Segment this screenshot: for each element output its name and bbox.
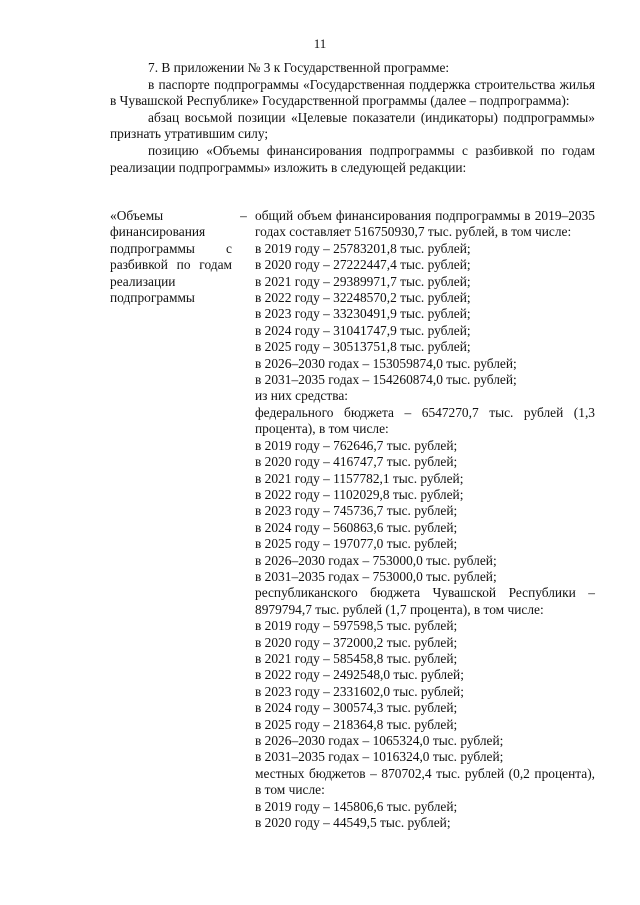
financing-line: в 2031–2035 годах – 753000,0 тыс. рублей; <box>255 568 497 584</box>
financing-line: в 2025 году – 218364,8 тыс. рублей; <box>255 716 458 732</box>
financing-line: в 2022 году – 1102029,8 тыс. рублей; <box>255 486 464 502</box>
financing-line: в 2024 году – 31041747,9 тыс. рублей; <box>255 322 471 338</box>
financing-line: в 2024 году – 300574,3 тыс. рублей; <box>255 700 458 716</box>
financing-line: в 2026–2030 годах – 1065324,0 тыс. рублей; <box>255 733 504 748</box>
financing-table <box>110 208 595 831</box>
financing-line: в 2022 году – 2492548,0 тыс. рублей; <box>255 667 464 683</box>
financing-line: в 2020 году – 27222447,4 тыс. рублей; <box>255 257 471 273</box>
intro-paragraph: в паспорте подпрограммы «Государственная поддержка строительства жилья в Чувашской Республике» Государственной программы (далее – подпрограмма): <box>110 76 595 109</box>
table-dash: – <box>240 208 247 223</box>
financing-line: в 2024 году – 560863,6 тыс. рублей; <box>255 519 458 535</box>
financing-line: в 2019 году – 762646,7 тыс. рублей; <box>255 437 458 453</box>
financing-line: в 2023 году – 33230491,9 тыс. рублей; <box>255 306 471 322</box>
page-number: 11 <box>313 36 327 51</box>
intro-paragraph: позицию «Объемы финансирования подпрограммы с разбивкой по годам реализации подпрограммы» изложить в следующей редакции: <box>110 142 595 175</box>
intro-paragraph: 7. В приложении № 3 к Государственной программе: <box>148 60 450 75</box>
intro-text <box>110 60 595 176</box>
financing-line: в 2023 году – 745736,7 тыс. рублей; <box>255 503 458 519</box>
financing-line: в 2020 году – 416747,7 тыс. рублей; <box>255 454 458 470</box>
financing-line: в 2022 году – 32248570,2 тыс. рублей; <box>255 290 471 306</box>
table-right-cell <box>255 208 595 831</box>
financing-line: в 2021 году – 29389971,7 тыс. рублей; <box>255 273 471 289</box>
financing-line: в 2019 году – 145806,6 тыс. рублей; <box>255 798 458 814</box>
financing-line: в 2021 году – 1157782,1 тыс. рублей; <box>255 470 464 486</box>
financing-line: в 2031–2035 годах – 154260874,0 тыс. рублей; <box>255 372 517 388</box>
intro-paragraph: абзац восьмой позиции «Целевые показатели (индикаторы) подпрограммы» признать утратившим силу; <box>110 109 595 142</box>
financing-line: в 2025 году – 30513751,8 тыс. рублей; <box>255 339 471 355</box>
financing-line: в 2021 году – 585458,8 тыс. рублей; <box>255 650 458 666</box>
financing-line: республиканского бюджета Чувашской Республики – 8979794,7 тыс. рублей (1,7 процента), в том числе: <box>255 585 595 617</box>
financing-line: в 2025 году – 197077,0 тыс. рублей; <box>255 536 458 552</box>
financing-line: федерального бюджета – 6547270,7 тыс. рублей (1,3 процента), в том числе: <box>255 404 595 437</box>
financing-line: в 2026–2030 годах – 153059874,0 тыс. рублей; <box>255 355 517 371</box>
financing-line: в 2020 году – 372000,2 тыс. рублей; <box>255 634 458 650</box>
table-left-cell: «Объемы финансирования подпрограммы с разбивкой по годам реализации подпрограммы <box>110 208 232 306</box>
financing-line: общий объем финансирования подпрограммы в 2019–2035 годах составляет 516750930,7 тыс. рублей, в том числе: <box>255 208 595 240</box>
financing-line: в 2019 году – 597598,5 тыс. рублей; <box>255 618 458 634</box>
financing-line: в 2026–2030 годах – 753000,0 тыс. рублей; <box>255 552 497 568</box>
financing-line: в 2019 году – 25783201,8 тыс. рублей; <box>255 240 471 256</box>
financing-line: в 2023 году – 2331602,0 тыс. рублей; <box>255 683 464 699</box>
financing-line: местных бюджетов – 870702,4 тыс. рублей (0,2 процента), в том числе: <box>255 765 595 798</box>
financing-line: из них средства: <box>255 388 349 404</box>
financing-line: в 2020 году – 44549,5 тыс. рублей; <box>255 815 451 831</box>
financing-line: в 2031–2035 годах – 1016324,0 тыс. рублей; <box>255 749 504 765</box>
